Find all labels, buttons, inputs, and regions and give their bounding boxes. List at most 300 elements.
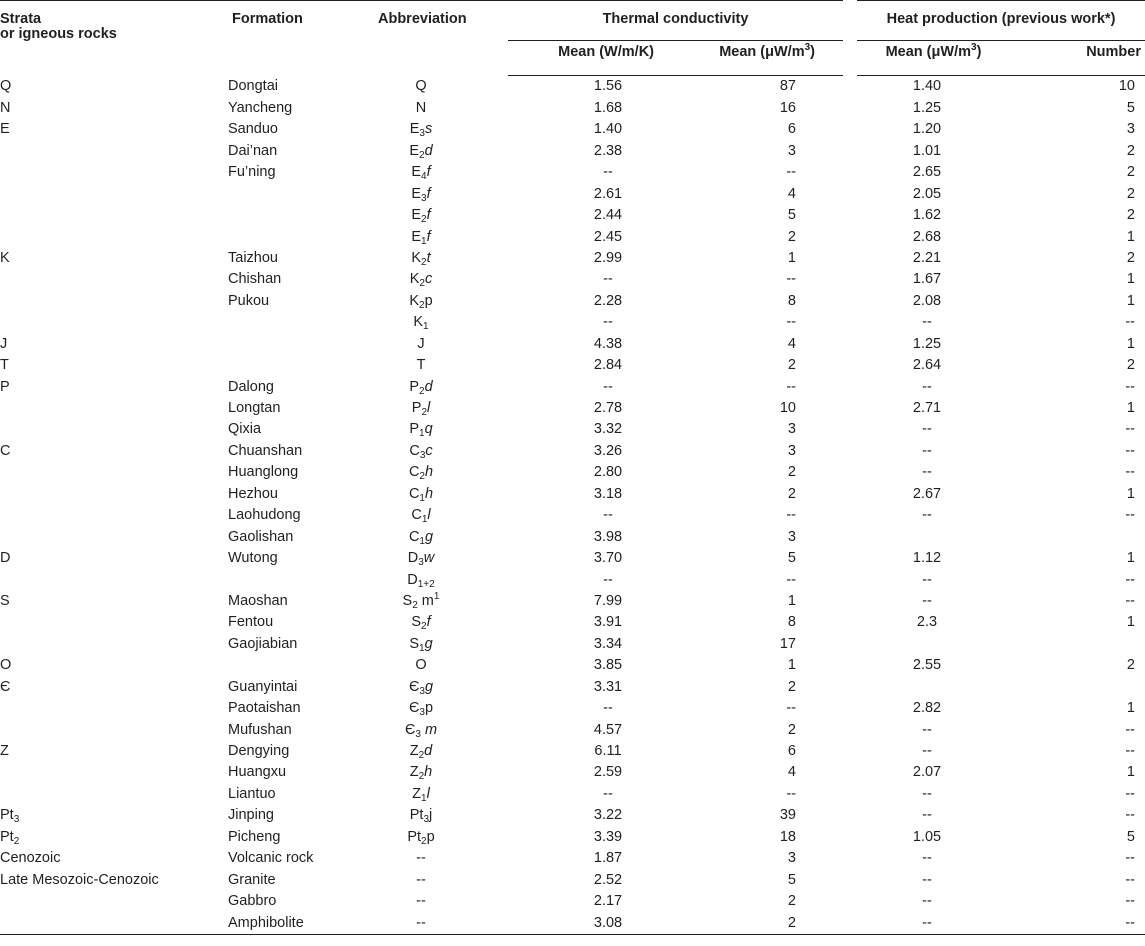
table-row — [0, 248, 1145, 269]
cell-tc2: 6 — [787, 121, 796, 138]
cell-hp: 1.62 — [912, 207, 942, 224]
cell-tc2: 39 — [779, 807, 796, 824]
cell-num: 2 — [1126, 164, 1135, 181]
table-row — [0, 226, 1145, 247]
cell-strata — [0, 462, 228, 483]
cell-formation: Fentou — [228, 614, 274, 631]
cell-formation: Mufushan — [228, 721, 292, 738]
cell-abbr: $C_1h$ — [408, 485, 434, 504]
cell-formation: Sanduo — [228, 121, 278, 138]
cell-tc: 1.87 — [593, 850, 623, 867]
cell-formation: Jinping — [228, 807, 274, 824]
cell-formation: Maoshan — [228, 592, 288, 609]
cell-abbr: $Є_3$ m — [404, 721, 438, 740]
cell-formation: Chishan — [228, 271, 282, 288]
cell-num: -- — [1125, 421, 1135, 438]
cell-num: 1 — [1126, 764, 1135, 781]
cell-num: 3 — [1126, 121, 1135, 138]
col-number-header: Number — [1010, 41, 1145, 76]
cell-formation: Taizhou — [228, 249, 278, 266]
cell-abbr: T — [416, 357, 426, 374]
cell-tc: 3.70 — [593, 550, 623, 567]
table-row — [0, 612, 1145, 633]
cell-abbr: $S_2$ $m^1$ — [402, 590, 440, 611]
cell-abbr: $K_2p$ — [409, 292, 433, 311]
cell-num — [1010, 676, 1145, 697]
cell-hp: 2.3 — [916, 614, 938, 631]
cell-formation: Paotaishan — [228, 700, 301, 717]
cell-abbr: -- — [378, 912, 508, 934]
cell-num: 2 — [1126, 185, 1135, 202]
table-row — [0, 440, 1145, 461]
table-row — [0, 655, 1145, 676]
cell-tc2: 3 — [787, 442, 796, 459]
cell-hp: 2.82 — [912, 700, 942, 717]
cell-abbr: $E_2d$ — [409, 142, 433, 161]
cell-abbr: $E_1f$ — [411, 228, 431, 247]
table-row — [0, 333, 1145, 354]
cell-num: -- — [1125, 378, 1135, 395]
cell-hp: -- — [922, 785, 932, 802]
cell-num: -- — [1125, 871, 1135, 888]
cell-abbr: $P_1q$ — [409, 421, 433, 440]
cell-num: -- — [1125, 721, 1135, 738]
cell-tc2: 4 — [787, 335, 796, 352]
cell-formation: Picheng — [228, 828, 281, 845]
table-row — [0, 483, 1145, 504]
cell-num: -- — [1125, 314, 1135, 331]
cell-formation: Gaojiabian — [228, 635, 298, 652]
cell-tc2: 3 — [787, 850, 796, 867]
cell-tc2: 2 — [787, 357, 796, 374]
cell-hp: -- — [922, 743, 932, 760]
cell-hp: -- — [922, 592, 932, 609]
cell-formation — [228, 205, 378, 226]
cell-abbr: J — [417, 335, 425, 352]
cell-tc: 2.45 — [593, 228, 623, 245]
cell-strata — [0, 398, 228, 419]
cell-formation: Fu’ning — [228, 164, 276, 181]
cell-tc: 4.57 — [593, 721, 623, 738]
col-tc-mean2-header: Mean $(\mu W/m^3)$ — [678, 41, 850, 76]
cell-formation: Volcanic rock — [228, 850, 314, 867]
table-row — [0, 355, 1145, 376]
cell-tc: 7.99 — [593, 592, 623, 609]
cell-strata: E — [0, 121, 10, 138]
cell-tc2: 87 — [779, 78, 796, 95]
cell-num: -- — [1125, 464, 1135, 481]
cell-strata: O — [0, 657, 12, 674]
cell-hp: 2.21 — [912, 249, 942, 266]
cell-num: -- — [1010, 912, 1145, 934]
cell-hp: -- — [922, 893, 932, 910]
cell-tc2: 2 — [787, 485, 796, 502]
cell-abbr: $Pt_3j$ — [409, 807, 433, 826]
cell-tc: 3.26 — [593, 442, 623, 459]
cell-tc: 3.39 — [593, 828, 623, 845]
cell-formation — [228, 655, 378, 676]
cell-tc2: 2 — [787, 893, 796, 910]
cell-tc2: 1 — [787, 249, 796, 266]
cell-tc2: 3 — [787, 421, 796, 438]
cell-strata — [0, 719, 228, 740]
cell-hp: -- — [922, 721, 932, 738]
cell-formation: Granite — [228, 871, 276, 888]
cell-tc2: 3 — [787, 528, 796, 545]
cell-strata — [0, 290, 228, 311]
cell-hp: 1.25 — [912, 335, 942, 352]
cell-strata — [0, 419, 228, 440]
cell-abbr: -- — [416, 893, 426, 910]
cell-formation: Amphibolite — [228, 912, 378, 934]
cell-num: 5 — [1126, 99, 1135, 116]
table-row — [0, 848, 1145, 869]
cell-formation: Laohudong — [228, 507, 301, 524]
table-row — [0, 76, 1145, 98]
cell-abbr: $Z_2d$ — [409, 743, 433, 762]
table-row — [0, 205, 1145, 226]
cell-abbr: $Z_2h$ — [409, 764, 433, 783]
cell-strata — [0, 205, 228, 226]
cell-tc2: 1 — [787, 592, 796, 609]
cell-formation — [228, 355, 378, 376]
cell-abbr: $K_2c$ — [409, 271, 433, 290]
cell-tc: 1.68 — [593, 99, 623, 116]
cell-abbr: -- — [416, 850, 426, 867]
cell-abbr: $E_4f$ — [411, 164, 431, 183]
cell-num: 1 — [1126, 292, 1135, 309]
cell-num — [1010, 526, 1145, 547]
cell-tc: 2.38 — [593, 142, 623, 159]
cell-tc2: 2 — [787, 721, 796, 738]
cell-strata — [0, 633, 228, 654]
cell-tc2: -- — [786, 271, 796, 288]
cell-tc: 1.56 — [593, 78, 623, 95]
cell-tc2: 17 — [779, 635, 796, 652]
cell-tc: 3.08 — [508, 912, 678, 934]
cell-formation: Dongtai — [228, 78, 278, 95]
cell-hp: -- — [922, 442, 932, 459]
cell-num: 2 — [1126, 657, 1135, 674]
cell-strata: N — [0, 99, 11, 116]
cell-tc: 3.91 — [593, 614, 623, 631]
cell-tc2: -- — [786, 507, 796, 524]
table-row — [0, 97, 1145, 118]
cell-formation: Gaolishan — [228, 528, 294, 545]
cell-tc: 2.80 — [593, 464, 623, 481]
cell-strata — [0, 783, 228, 804]
cell-tc2: 2 — [787, 678, 796, 695]
cell-abbr: $K_2t$ — [411, 249, 431, 268]
cell-strata: S — [0, 592, 10, 609]
cell-hp: 1.25 — [912, 99, 942, 116]
cell-abbr: $C_2h$ — [408, 464, 434, 483]
cell-strata — [0, 526, 228, 547]
cell-hp: 1.05 — [912, 828, 942, 845]
cell-num: 1 — [1126, 335, 1135, 352]
cell-tc: 2.44 — [593, 207, 623, 224]
cell-formation — [228, 312, 378, 333]
cell-strata: Q — [0, 78, 12, 95]
cell-strata: Є — [0, 678, 11, 695]
table-row — [0, 783, 1145, 804]
cell-hp: 2.05 — [912, 185, 942, 202]
cell-tc2: -- — [786, 314, 796, 331]
cell-tc2: 6 — [787, 743, 796, 760]
cell-tc: -- — [603, 507, 613, 524]
cell-num: 1 — [1126, 700, 1135, 717]
cell-tc2: 1 — [787, 657, 796, 674]
cell-tc2: 16 — [779, 99, 796, 116]
cell-strata — [0, 312, 228, 333]
heat-production-group-header: Heat production (previous work*) — [850, 1, 1145, 41]
cell-num: 1 — [1126, 485, 1135, 502]
table-row — [0, 505, 1145, 526]
cell-num: -- — [1125, 850, 1135, 867]
cell-tc2: 18 — [779, 828, 796, 845]
cell-tc2: 5 — [787, 207, 796, 224]
cell-tc2: -- — [786, 785, 796, 802]
cell-num: -- — [1125, 893, 1135, 910]
cell-hp: -- — [922, 507, 932, 524]
cell-hp: -- — [922, 464, 932, 481]
cell-formation: Dengying — [228, 743, 290, 760]
cell-abbr: $C_1l$ — [411, 507, 431, 526]
cell-formation: Huangxu — [228, 764, 287, 781]
cell-tc: 4.38 — [593, 335, 623, 352]
cell-num: 1 — [1126, 228, 1135, 245]
table-row — [0, 912, 1145, 934]
cell-tc: 2.28 — [593, 292, 623, 309]
cell-abbr: O — [415, 657, 427, 674]
table-row — [0, 805, 1145, 826]
table-body — [0, 76, 1145, 935]
cell-tc: -- — [603, 378, 613, 395]
cell-formation: Yancheng — [228, 99, 293, 116]
cell-tc2: 10 — [779, 400, 796, 417]
cell-formation: Guanyintai — [228, 678, 298, 695]
cell-tc: 2.17 — [593, 893, 623, 910]
cell-hp: 2.68 — [912, 228, 942, 245]
cell-tc2: 4 — [787, 764, 796, 781]
cell-tc: 3.22 — [593, 807, 623, 824]
cell-tc: -- — [603, 314, 613, 331]
col-strata-header: Strata or igneous rocks — [0, 11, 117, 42]
col-formation-header: Formation — [232, 11, 303, 27]
cell-strata: T — [0, 357, 9, 374]
table-row — [0, 269, 1145, 290]
cell-tc: 3.34 — [593, 635, 623, 652]
cell-hp: -- — [922, 314, 932, 331]
cell-strata — [0, 891, 228, 912]
cell-abbr: $Є_3p$ — [408, 700, 434, 719]
cell-tc2: 2 — [678, 912, 850, 934]
table-row — [0, 290, 1145, 311]
cell-abbr: $Pt_2p$ — [407, 828, 435, 847]
cell-strata — [0, 912, 228, 934]
cell-tc2: 2 — [787, 464, 796, 481]
cell-hp — [850, 526, 1010, 547]
cell-num: -- — [1125, 571, 1135, 588]
cell-strata — [0, 226, 228, 247]
cell-strata: P — [0, 378, 10, 395]
cell-tc: 2.59 — [593, 764, 623, 781]
cell-tc: -- — [603, 700, 613, 717]
cell-strata: $Pt_2$ — [0, 828, 20, 847]
table-row — [0, 526, 1145, 547]
cell-hp: 1.40 — [912, 78, 942, 95]
cell-strata — [0, 612, 228, 633]
cell-tc: -- — [603, 785, 613, 802]
cell-strata — [0, 483, 228, 504]
col-abbreviation-header: Abbreviation — [378, 11, 467, 27]
cell-tc: 2.61 — [593, 185, 623, 202]
cell-hp: 2.07 — [912, 764, 942, 781]
table-row — [0, 591, 1145, 612]
cell-abbr: $E_3f$ — [411, 185, 431, 204]
cell-abbr: -- — [416, 871, 426, 888]
cell-strata — [0, 698, 228, 719]
table-row — [0, 826, 1145, 847]
cell-num: -- — [1125, 743, 1135, 760]
cell-tc2: 5 — [787, 871, 796, 888]
cell-strata — [0, 505, 228, 526]
cell-hp — [850, 676, 1010, 697]
cell-tc: 3.85 — [593, 657, 623, 674]
cell-tc: 3.31 — [593, 678, 623, 695]
table-row — [0, 119, 1145, 140]
table-row — [0, 869, 1145, 890]
cell-formation: Dalong — [228, 378, 274, 395]
cell-strata: C — [0, 442, 11, 459]
cell-abbr: $C_1g$ — [408, 528, 434, 547]
cell-tc: 3.32 — [593, 421, 623, 438]
cell-strata — [0, 569, 228, 590]
table-row — [0, 676, 1145, 697]
cell-hp: -- — [922, 850, 932, 867]
cell-hp: 2.67 — [912, 485, 942, 502]
table-header — [0, 1, 1145, 76]
cell-hp: -- — [850, 912, 1010, 934]
table-row — [0, 633, 1145, 654]
cell-abbr: $E_2f$ — [411, 207, 431, 226]
cell-tc2: -- — [786, 700, 796, 717]
cell-num — [1010, 633, 1145, 654]
cell-formation — [228, 569, 378, 590]
table-row — [0, 891, 1145, 912]
cell-hp: -- — [922, 807, 932, 824]
cell-strata — [0, 269, 228, 290]
thermal-conductivity-group-header: Thermal conductivity — [508, 1, 850, 41]
cell-tc2: -- — [786, 378, 796, 395]
cell-formation: Wutong — [228, 550, 278, 567]
cell-strata — [0, 183, 228, 204]
table-row — [0, 183, 1145, 204]
cell-formation — [228, 226, 378, 247]
cell-strata: K — [0, 249, 10, 266]
cell-num: 1 — [1126, 614, 1135, 631]
col-tc-mean-header: Mean (W/m/K) — [508, 41, 678, 76]
cell-hp: 2.65 — [912, 164, 942, 181]
cell-hp: -- — [922, 871, 932, 888]
cell-tc2: 8 — [787, 614, 796, 631]
cell-hp: -- — [922, 378, 932, 395]
table-row — [0, 462, 1145, 483]
cell-hp — [850, 633, 1010, 654]
table-row — [0, 762, 1145, 783]
cell-hp: 1.12 — [912, 550, 942, 567]
cell-abbr: $Z_1l$ — [412, 785, 430, 804]
cell-tc: -- — [603, 164, 613, 181]
cell-tc: -- — [603, 571, 613, 588]
table-row — [0, 741, 1145, 762]
cell-abbr: $S_2f$ — [411, 614, 431, 633]
cell-tc2: 2 — [787, 228, 796, 245]
cell-num: 10 — [1118, 78, 1135, 95]
cell-hp: -- — [922, 421, 932, 438]
cell-tc: -- — [603, 271, 613, 288]
table-row — [0, 719, 1145, 740]
table-row — [0, 312, 1145, 333]
cell-abbr: $C_3c$ — [409, 442, 433, 461]
cell-formation — [228, 333, 378, 354]
table-row — [0, 419, 1145, 440]
cell-abbr: N — [415, 99, 427, 116]
cell-hp: 2.71 — [912, 400, 942, 417]
cell-num: 2 — [1126, 207, 1135, 224]
cell-tc: 6.11 — [594, 743, 622, 760]
table-row — [0, 569, 1145, 590]
cell-hp: 1.67 — [912, 271, 942, 288]
cell-strata: J — [0, 335, 8, 352]
cell-tc: 2.52 — [593, 871, 623, 888]
cell-hp: 1.20 — [912, 121, 942, 138]
table-row — [0, 162, 1145, 183]
cell-num: -- — [1125, 507, 1135, 524]
cell-tc: 1.40 — [593, 121, 623, 138]
cell-formation: Liantuo — [228, 785, 276, 802]
cell-num: 2 — [1126, 249, 1135, 266]
cell-hp: 2.08 — [912, 292, 942, 309]
cell-strata: D — [0, 550, 11, 567]
cell-abbr: $D_{1+2}$ — [407, 571, 435, 590]
cell-formation: Dai’nan — [228, 142, 278, 159]
cell-strata: $Pt_3$ — [0, 807, 20, 826]
cell-tc2: 8 — [787, 292, 796, 309]
cell-num: 2 — [1126, 357, 1135, 374]
cell-num: -- — [1125, 807, 1135, 824]
cell-num: 2 — [1126, 142, 1135, 159]
cell-tc: 2.99 — [593, 249, 623, 266]
cell-formation: Chuanshan — [228, 442, 303, 459]
cell-tc: 2.84 — [593, 357, 623, 374]
cell-strata — [0, 162, 228, 183]
cell-num: 1 — [1126, 400, 1135, 417]
cell-strata — [0, 762, 228, 783]
cell-formation — [228, 183, 378, 204]
cell-hp: -- — [922, 571, 932, 588]
cell-formation: Qixia — [228, 421, 262, 438]
cell-num: -- — [1125, 592, 1135, 609]
cell-tc2: -- — [786, 164, 796, 181]
cell-strata: Late Mesozoic-Cenozoic — [0, 871, 159, 888]
cell-tc2: 5 — [787, 550, 796, 567]
cell-abbr: $E_3s$ — [409, 121, 433, 140]
cell-tc: 3.18 — [593, 485, 623, 502]
cell-tc: 2.78 — [593, 400, 623, 417]
cell-abbr: $P_2l$ — [411, 400, 431, 419]
cell-num: -- — [1125, 442, 1135, 459]
